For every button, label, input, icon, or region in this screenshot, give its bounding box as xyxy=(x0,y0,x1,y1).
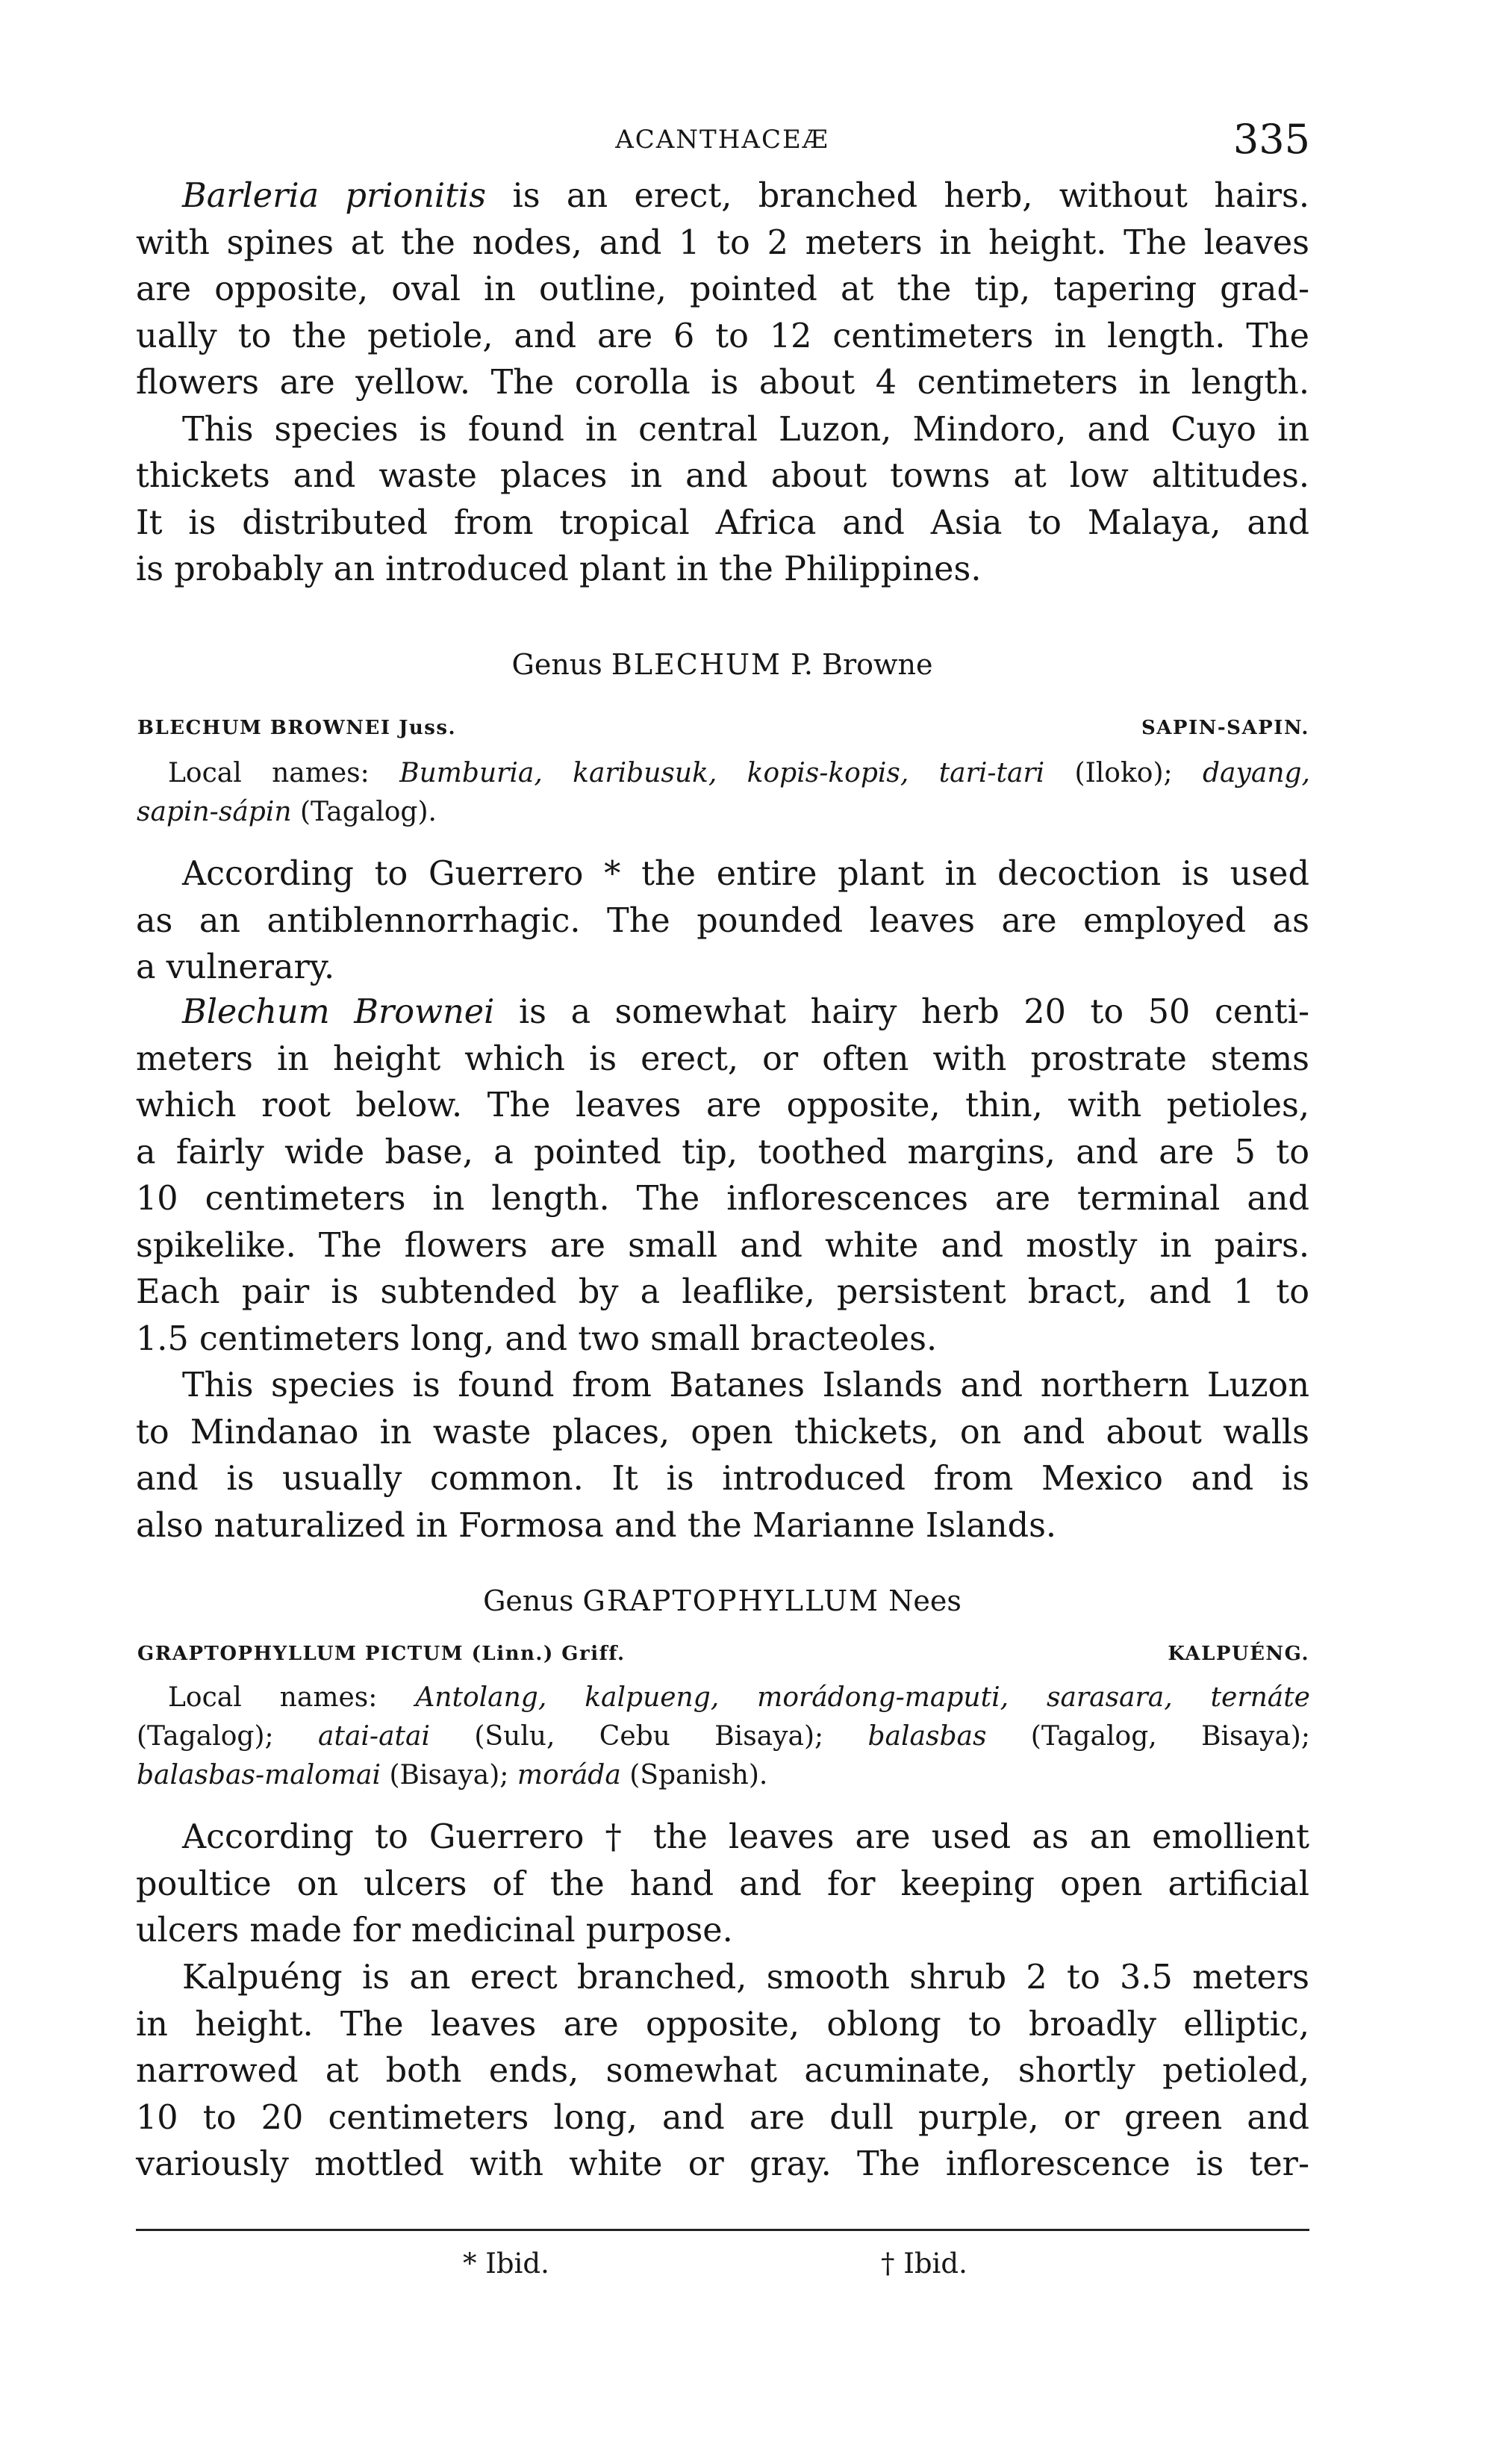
text-line: According to Guerrero * the entire plant in decoction is used xyxy=(182,855,1309,893)
species-author: (Linn.) Griff. xyxy=(471,1643,626,1665)
text-line: also naturalized in Formosa and the Marianne Islands. xyxy=(136,1506,1057,1545)
text-line: This species is found from Batanes Islands and northern Luzon xyxy=(182,1366,1309,1404)
text-line: It is distributed from tropical Africa and Asia to Malaya, and xyxy=(136,503,1309,542)
blechum-use-paragraph xyxy=(136,851,1309,992)
text-line: as an antiblennorrhagic. The pounded leaves are employed as xyxy=(136,901,1309,940)
section-title: ACANTHACEÆ xyxy=(615,125,829,155)
blechum-distribution xyxy=(136,1363,1309,1549)
text-line: ually to the petiole, and are 6 to 12 centimeters in length. The xyxy=(136,317,1309,355)
species-name: BLECHUM BROWNEI xyxy=(137,717,391,739)
text-line: and is usually common. It is introduced from Mexico and is xyxy=(136,1460,1309,1498)
text-line: spikelike. The flowers are small and white and mostly in pairs. xyxy=(136,1226,1309,1265)
text-line: Blechum Brownei is a somewhat hairy herb 20 to 50 centi- xyxy=(182,993,1310,1031)
text-line: a vulnerary. xyxy=(136,948,335,986)
text-line: variously mottled with white or gray. The inflorescence is ter- xyxy=(136,2145,1309,2183)
running-header xyxy=(134,116,1310,168)
text-line: narrowed at both ends, somewhat acuminate, shortly petioled, xyxy=(136,2052,1309,2090)
text-line: are opposite, oval in outline, pointed at the tip, tapering grad- xyxy=(136,270,1309,308)
text-line: Barleria prionitis is an erect, branched herb, without hairs. xyxy=(182,177,1309,215)
text-line: 1.5 centimeters long, and two small bracteoles. xyxy=(136,1319,938,1358)
footnote-dagger: † Ibid. xyxy=(881,2247,967,2280)
barleria-description xyxy=(136,173,1309,594)
text-line: meters in height which is erect, or often with prostrate stems xyxy=(136,1039,1309,1078)
text-line: Kalpuéng is an erect branched, smooth shrub 2 to 3.5 meters xyxy=(182,1959,1309,1997)
graptophyllum-use-paragraph xyxy=(136,1814,1309,1955)
text-line: 10 centimeters in length. The inflorescences are terminal and xyxy=(136,1180,1309,1218)
blechum-description xyxy=(136,989,1309,1363)
text-line: flowers are yellow. The corolla is about 4 centimeters in length. xyxy=(136,364,1309,402)
footnote-star: * Ibid. xyxy=(463,2247,549,2280)
text-line: thickets and waste places in and about towns at low altitudes. xyxy=(136,457,1309,495)
text-line: a fairly wide base, a pointed tip, toothed margins, and are 5 to xyxy=(136,1133,1309,1172)
species-author: Juss. xyxy=(399,717,457,739)
genus-heading-graptophyllum: Genus GRAPTOPHYLLUM Nees xyxy=(483,1584,962,1617)
text-line: which root below. The leaves are opposite, thin, with petioles, xyxy=(136,1086,1309,1124)
local-names-blechum: Local names: Bumburia, karibusuk, kopis-kopis, tari-tari (Iloko); dayang, sapin-sápin (Tagalog). xyxy=(137,758,1310,827)
page-number: 335 xyxy=(1233,116,1310,163)
text-line: with spines at the nodes, and 1 to 2 meters in height. The leaves xyxy=(136,223,1309,262)
species-name: GRAPTOPHYLLUM PICTUM xyxy=(137,1643,464,1665)
graptophyllum-description xyxy=(136,1955,1309,2188)
text-line: in height. The leaves are opposite, oblong to broadly elliptic, xyxy=(136,2005,1309,2044)
text-line: ulcers made for medicinal purpose. xyxy=(136,1911,733,1950)
common-name: KALPUÉNG. xyxy=(1168,1643,1309,1665)
text-line: to Mindanao in waste places, open thickets, on and about walls xyxy=(136,1413,1309,1452)
text-line: 10 to 20 centimeters long, and are dull purple, or green and xyxy=(136,2098,1309,2137)
genus-heading-blechum: Genus BLECHUM P. Browne xyxy=(511,648,933,681)
text-line: This species is found in central Luzon, Mindoro, and Cuyo in xyxy=(182,410,1309,449)
text-line: According to Guerrero † the leaves are used as an emollient xyxy=(182,1818,1309,1856)
local-names-graptophyllum: Local names: Antolang, kalpueng, morádong-maputi, sarasara, ternáte (Tagalog); atai-atai (Sulu, Cebu Bisaya); balasbas (Tagalog, Bisaya); balasbas-malomai (Bisaya); moráda (Spanish). xyxy=(137,1682,1310,1791)
footnote-rule xyxy=(136,2229,1309,2231)
text-line: poultice on ulcers of the hand and for keeping open artificial xyxy=(136,1864,1309,1903)
text-line: Each pair is subtended by a leaflike, persistent bract, and 1 to xyxy=(136,1273,1309,1311)
text-line: is probably an introduced plant in the Philippines. xyxy=(136,550,982,588)
common-name: SAPIN-SAPIN. xyxy=(1141,717,1309,739)
